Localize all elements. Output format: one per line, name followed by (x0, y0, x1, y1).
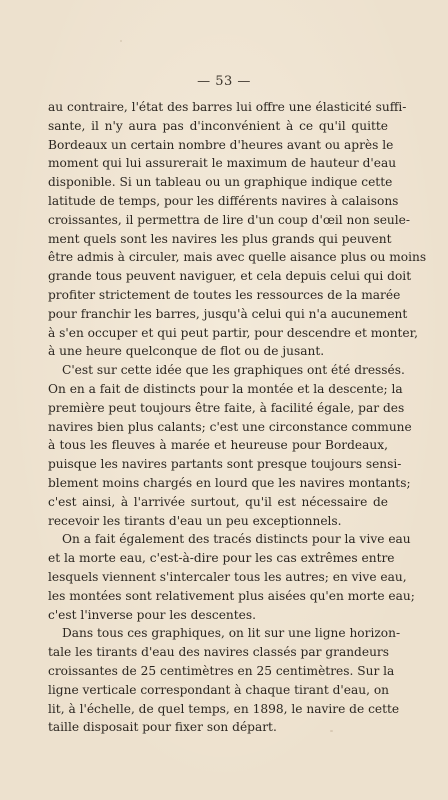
text-line: au contraire, l'état des barres lui offre une élasticité suffi- (48, 100, 407, 114)
text-line: C'est sur cette idée que les graphiques ont été dressés. (62, 363, 405, 378)
text-line: ment quels sont les navires les plus grands qui peuvent (48, 231, 392, 246)
text-line: latitude de temps, pour les différents navires à calaisons (48, 193, 399, 208)
text-line: lit, à l'échelle, de quel temps, en 1898, le navire de cette (48, 701, 400, 716)
paragraph-3 (48, 530, 415, 624)
text-line: les montées sont relativement plus aisées qu'en morte eau; (48, 588, 415, 603)
text-line: tale les tirants d'eau des navires classés par grandeurs (48, 645, 390, 660)
text-line: Dans tous ces graphiques, on lit sur une ligne horizon- (62, 626, 401, 641)
text-line: navires bien plus calants; c'est une circonstance commune (48, 419, 412, 434)
text-line: On en a fait de distincts pour la montée et la descente; la (48, 381, 403, 396)
text-line: Bordeaux un certain nombre d'heures avant ou après le (48, 137, 394, 152)
body-text (48, 98, 427, 737)
text-line: recevoir les tirants d'eau un peu exceptionnels. (48, 513, 342, 528)
text-line: première peut toujours être faite, à facilité égale, par des (48, 400, 405, 415)
text-line: taille disposait pour fixer son départ. (48, 720, 277, 735)
text-line: ligne verticale correspondant à chaque tirant d'eau, on (48, 682, 390, 697)
paper-speck (120, 40, 122, 42)
paragraphs-container (48, 98, 427, 737)
text-line: lesquels viennent s'intercaler tous les autres; en vive eau, (48, 569, 407, 584)
text-line: à s'en occuper et qui peut partir, pour descendre et monter, (48, 325, 418, 340)
text-line: blement moins chargés en lourd que les navires montants; (48, 475, 411, 490)
text-line: croissantes, il permettra de lire d'un coup d'œil non seule- (48, 212, 411, 227)
text-line: à une heure quelconque de flot ou de jusant. (48, 344, 325, 359)
text-line: croissantes de 25 centimètres en 25 centimètres. Sur la (48, 663, 395, 678)
text-line: On a fait également des tracés distincts pour la vive eau (62, 532, 411, 547)
text-line: pour franchir les barres, jusqu'à celui qui n'a aucunement (48, 306, 408, 321)
text-line: moment qui lui assurerait le maximum de hauteur d'eau (48, 156, 397, 171)
text-line: grande tous peuvent naviguer, et cela depuis celui qui doit (48, 269, 412, 284)
paragraph-2 (48, 361, 412, 530)
text-line: à tous les fleuves à marée et heureuse pour Bordeaux, (48, 438, 388, 453)
text-line: disponible. Si un tableau ou un graphique indique cette (48, 175, 393, 190)
text-line: sante, il n'y aura pas d'inconvénient à ce qu'il quitte (48, 118, 388, 133)
text-line: et la morte eau, c'est-à-dire pour les cas extrêmes entre (48, 551, 395, 566)
text-line: puisque les navires partants sont presque toujours sensi- (48, 457, 402, 472)
paragraph-4 (48, 624, 401, 737)
text-line: c'est ainsi, à l'arrivée surtout, qu'il est nécessaire de (48, 494, 388, 509)
page-number: — 53 — (197, 74, 251, 89)
text-line: être admis à circuler, mais avec quelle aisance plus ou moins (48, 250, 427, 265)
text-line: profiter strictement de toutes les ressources de la marée (48, 287, 401, 302)
text-line: c'est l'inverse pour les descentes. (48, 607, 256, 622)
paragraph-1 (48, 98, 427, 361)
